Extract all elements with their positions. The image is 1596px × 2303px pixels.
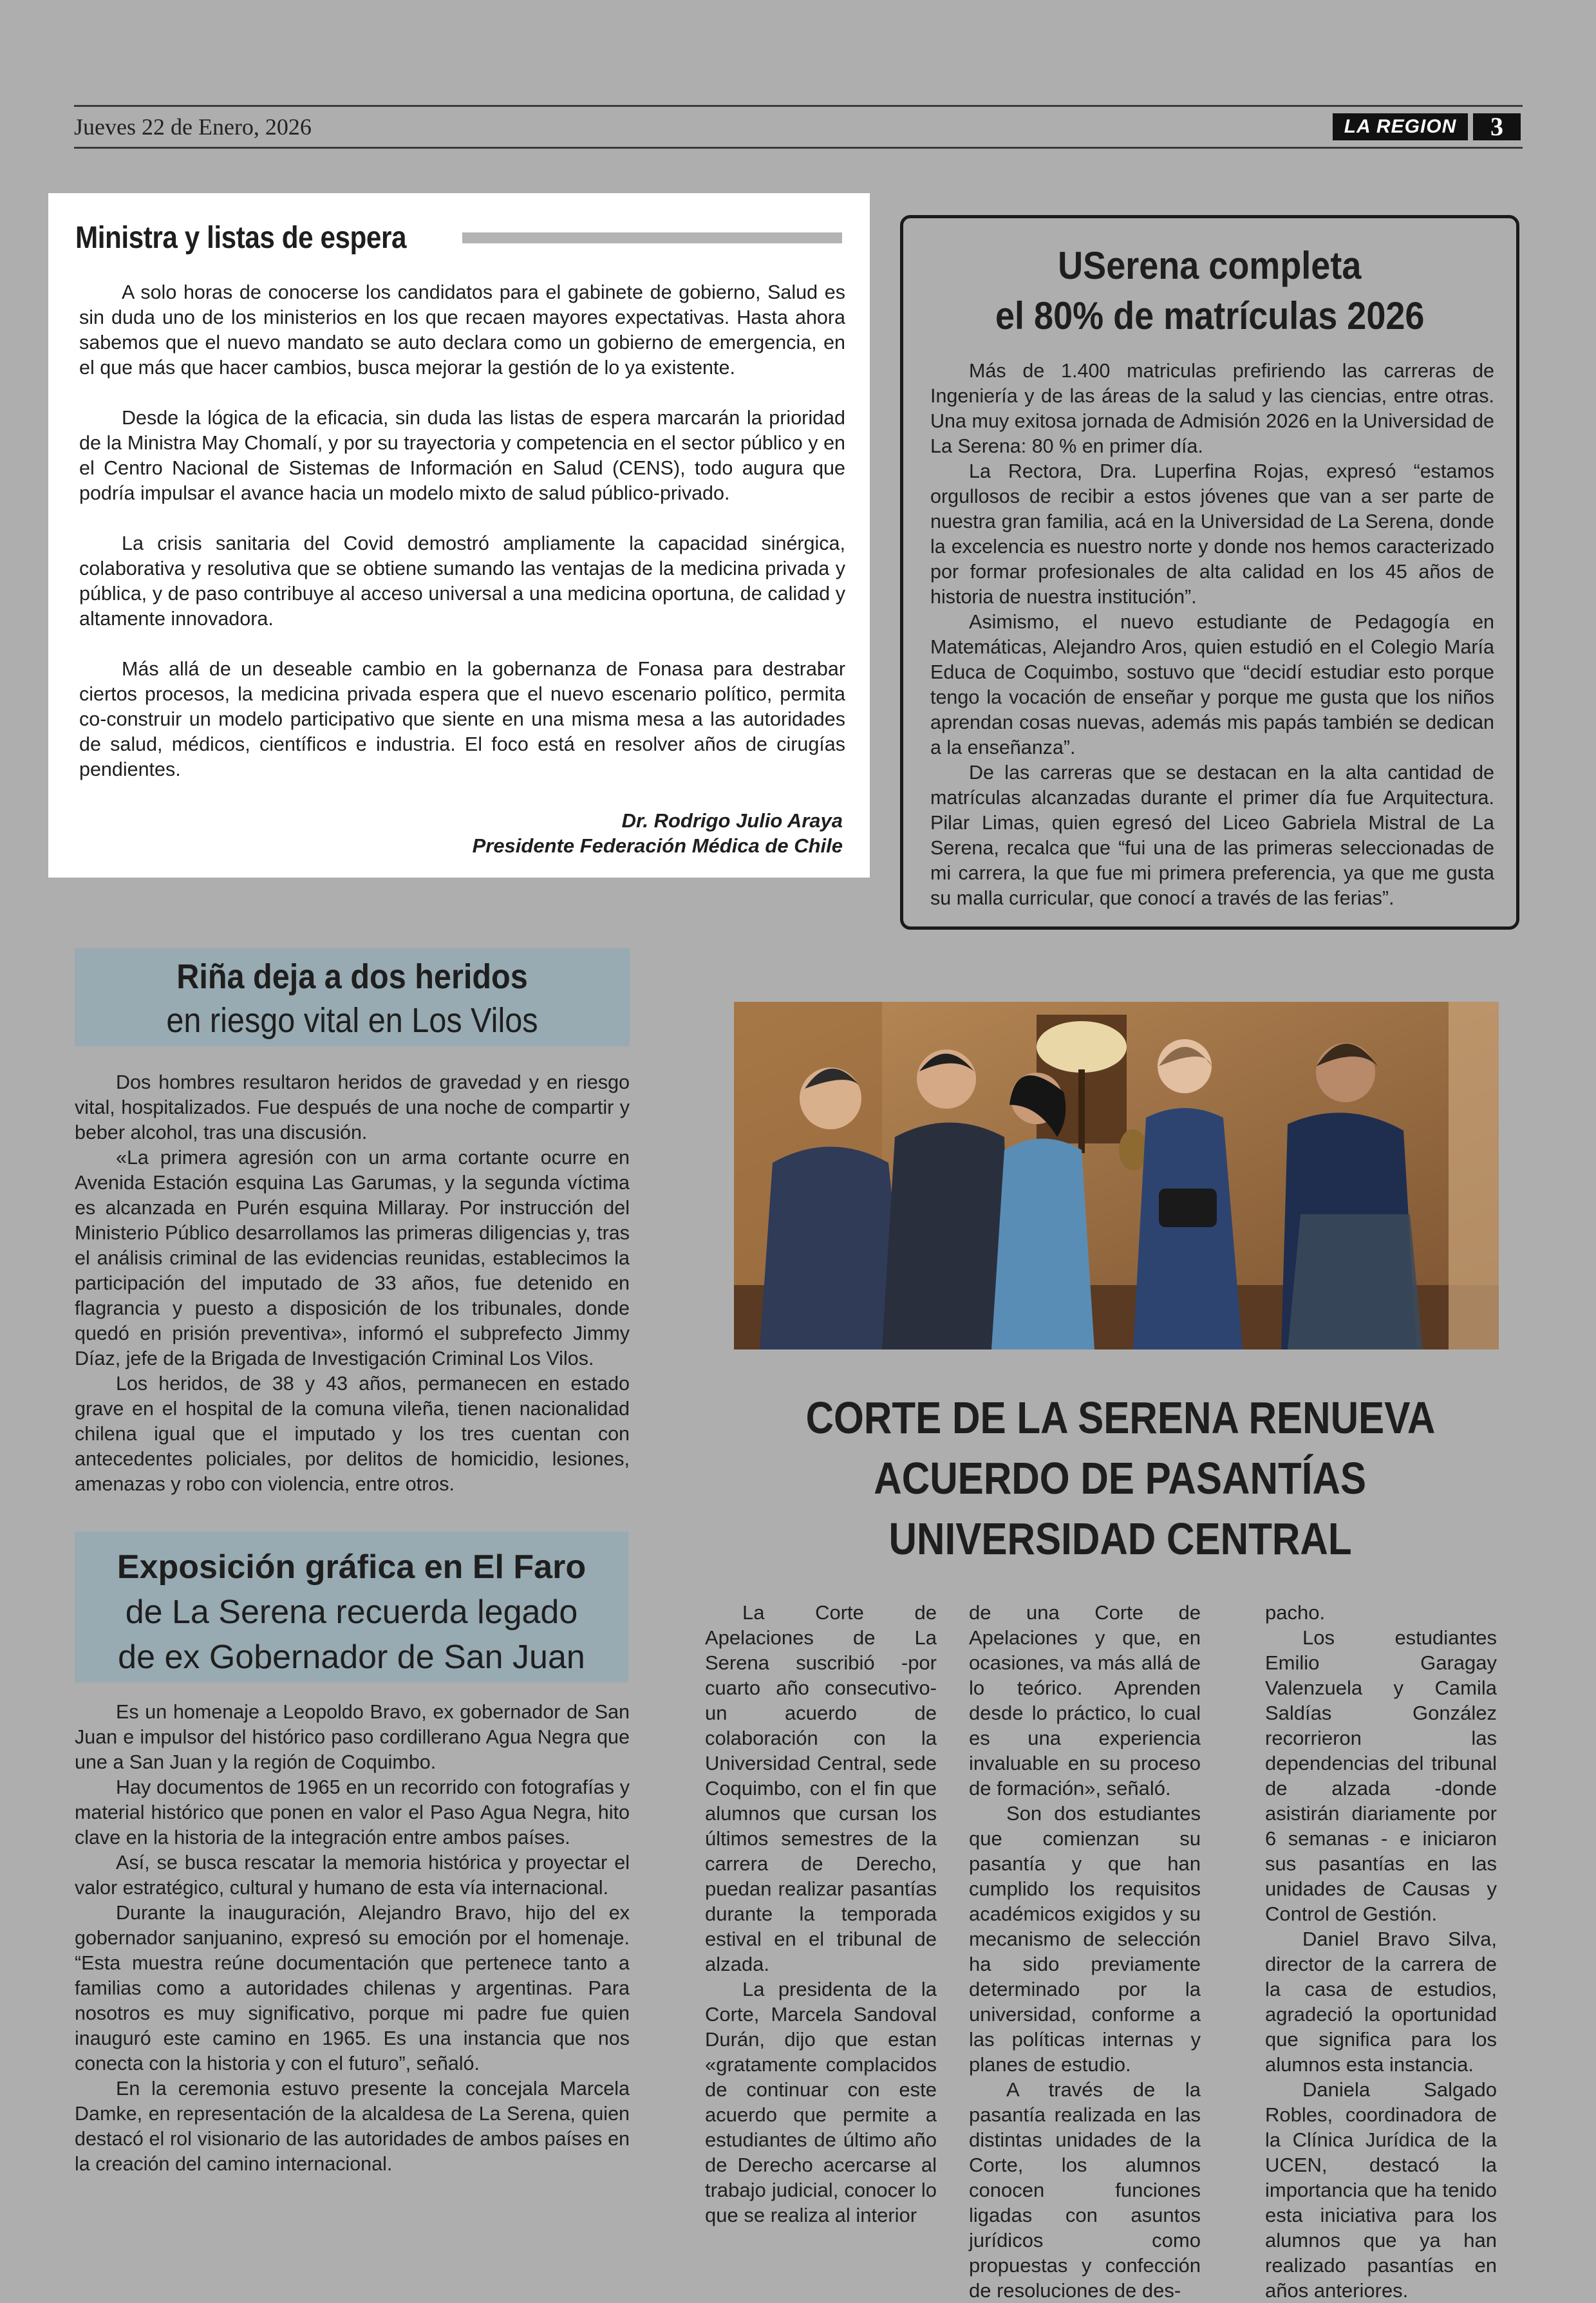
paragraph: Daniel Bravo Silva, director de la carrera de la casa de estudios, agradeció la oportunidad que significa para los alumnos esta instancia. <box>1265 1928 1497 2076</box>
headline-line: de ex Gobernador de San Juan <box>118 1639 585 1676</box>
paragraph: De las carreras que se destacan en la alta cantidad de matrículas alcanzadas durante el primer día fue Arquitectura. Pilar Limas, quien egresó del Liceo Gabriela Mistral de La Serena, recalca que “fui una de las primeras seleccionadas de mi carrera, la que fue mi primera preferencia, ya que me gusta su malla curricular, que conocí a través de las ferias”. <box>930 762 1494 909</box>
ministra-opinion-box <box>48 193 870 878</box>
paragraph: La Corte de Apelaciones de La Serena suscribió -por cuarto año consecutivo- un acuerdo de colaboración con la Universidad Central, sede Coquimbo, con el fin que alumnos que cursan los últimos semestres de la carrera de Derecho, puedan realizar pasantías durante la temporada estival en el tribunal de alzada. <box>705 1601 937 1975</box>
photo-meeting-scene <box>734 1002 1499 1349</box>
article-photo <box>734 1002 1499 1349</box>
paragraph: La crisis sanitaria del Covid demostró ampliamente la capacidad sinérgica, colaborativa y resolutiva que se obtiene sumando las ventajas de la medicina privada y pública, y de paso contribuye al acceso universal a una medicina oportuna, de calidad y altamente innovadora. <box>79 532 845 630</box>
headline-line: el 80% de matrículas 2026 <box>995 294 1425 337</box>
ministra-title: Ministra y listas de espera <box>75 221 407 255</box>
ministra-body <box>79 280 845 807</box>
userena-article-box <box>900 215 1519 930</box>
expo-headline <box>75 1532 628 1682</box>
paragraph: Daniela Salgado Robles, coordinadora de la Clínica Jurídica de la UCEN, destacó la importancia que ha tenido esta iniciativa para los alumnos que ya han realizado pasantías en años anteriores. <box>1265 2078 1497 2302</box>
headline-line: Exposición gráfica en El Faro <box>117 1548 587 1586</box>
paragraph: Dos hombres resultaron heridos de gravedad y en riesgo vital, hospitalizados. Fue después de una noche de compartir y beber alcohol, tras una discusión. <box>75 1071 630 1143</box>
userena-headline <box>903 241 1516 341</box>
paragraph: «La primera agresión con un arma cortante ocurre en Avenida Estación esquina Las Garumas, y la segunda víctima es alcanzada en Purén esquina Millaray. Por instrucción del Ministerio Público desarrollamos las primeras diligencias y, tras el análisis criminal de las evidencias reunidas, establecimos la participación del imputado de 33 años, fue detenido en flagrancia y puesto a disposición de los tribunales, donde quedó en prisión preventiva», informó el subprefecto Jimmy Díaz, jefe de la Brigada de Investigación Criminal Los Vilos. <box>75 1147 630 1369</box>
paragraph: Más allá de un deseable cambio en la gobernanza de Fonasa para destrabar ciertos procesos, la medicina privada espera que el nuevo escenario político, permita co-construir un modelo participativo que siente en una misma mesa a las autoridades de salud, médicos, científicos e industria. El foco está en resolver años de cirugías pendientes. <box>79 658 845 780</box>
expo-body <box>75 1700 630 2177</box>
corte-column-1 <box>705 1600 937 2228</box>
paragraph: de una Corte de Apelaciones y que, en ocasiones, va más allá de lo teórico. Aprenden desde lo práctico, lo cual es una experiencia invaluable en su proceso de formación», señaló. <box>969 1601 1201 1800</box>
title-bar-decoration <box>462 232 842 243</box>
paragraph: Los heridos, de 38 y 43 años, permanecen en estado grave en el hospital de la comuna vileña, tienen nacionalidad chilena igual que el imputado y los tres cuentan con antecedentes policiales, por delitos de homicidio, lesiones, amenazas y robo con violencia, entre otros. <box>75 1373 630 1495</box>
paragraph: pacho. <box>1265 1601 1326 1624</box>
userena-body <box>930 359 1494 911</box>
rina-headline <box>75 948 630 1046</box>
paragraph: La presidenta de la Corte, Marcela Sandoval Durán, dijo que estan «gratamente complacidos de continuar con este acuerdo que permite a estudiantes de último año de Derecho acercarse al trabajo judicial, conocer lo que se realiza al interior <box>705 1978 937 2226</box>
ministra-signature <box>473 808 843 858</box>
paragraph: Son dos estudiantes que comienzan su pasantía y que han cumplido los requisitos académicos exigidos y su mecanismo de selección ha sido previamente determinado por la universidad, conforme a las políticas internas y planes de estudio. <box>969 1802 1201 2076</box>
paragraph: Desde la lógica de la eficacia, sin duda las listas de espera marcarán la prioridad de la Ministra May Chomalí, y por su trayectoria y competencia en el sector público y en el Centro Nacional de Sistemas de Información en Salud (CENS), todo augura que podría impulsar el avance hacia un modelo mixto de salud público-privado. <box>79 407 845 504</box>
page-number: 3 <box>1473 113 1521 140</box>
header-rule-top <box>74 105 1523 107</box>
paragraph: La Rectora, Dra. Luperfina Rojas, expresó “estamos orgullosos de recibir a estos jóvenes que van a ser parte de nuestra gran familia, acá en la Universidad de La Serena, donde la excelencia es nuestro norte y donde nos hemos caracterizado por formar profesionales de alta calidad en los 45 años de historia de nuestra institución”. <box>930 460 1494 608</box>
author-role: Presidente Federación Médica de Chile <box>472 834 843 857</box>
paragraph: Los estudiantes Emilio Garagay Valenzuela y Camila Saldías González recorrieron las dependencias del tribunal de alzada -donde asistirán diariamente por 6 semanas - e iniciaron sus pasantías en las unidades de Causas y Control de Gestión. <box>1265 1626 1497 1925</box>
corte-column-2 <box>969 1600 1201 2303</box>
paragraph: Asimismo, el nuevo estudiante de Pedagogía en Matemáticas, Alejandro Aros, quien estudió en el Colegio María Educa de Coquimbo, sostuvo que “decidí estudiar esto porque tengo la vocación de enseñar y porque me gusta que los niños aprendan cosas nuevas, además mis papás también se dedican a la enseñanza”. <box>930 611 1494 758</box>
header-date: Jueves 22 de Enero, 2026 <box>74 114 312 140</box>
headline-line: UNIVERSIDAD CENTRAL <box>888 1514 1352 1564</box>
paragraph: A través de la pasantía realizada en las distintas unidades de la Corte, los alumnos conocen funciones ligadas con asuntos jurídicos como propuestas y confección de resoluciones de des- <box>969 2078 1201 2302</box>
author-name: Dr. Rodrigo Julio Araya <box>621 809 843 832</box>
paragraph: Durante la inauguración, Alejandro Bravo, hijo del ex gobernador sanjuanino, expresó su emoción por el homenaje. “Esta muestra reúne documentación que pertenece tanto a familias como a autoridades chilenas y argentinas. Para nosotros es muy significativo, porque mi padre fue quien inauguró este camino en 1965. Es una instancia que nos conecta con la historia y con el futuro”, señaló. <box>75 1902 630 2074</box>
headline-line: en riesgo vital en Los Vilos <box>166 1001 538 1040</box>
headline-line: USerena completa <box>1058 244 1362 287</box>
paragraph: Así, se busca rescatar la memoria histórica y proyectar el valor estratégico, cultural y humano de esta vía internacional. <box>75 1852 630 1899</box>
headline-line: Riña deja a dos heridos <box>176 957 528 996</box>
rina-body <box>75 1070 630 1497</box>
paragraph: Más de 1.400 matriculas prefiriendo las carreras de Ingeniería y de las áreas de la salud y las ciencias, entre otras. Una muy exitosa jornada de Admisión 2026 en la Universidad de La Serena: 80 % en primer día. <box>930 360 1494 457</box>
corte-column-3 <box>1265 1600 1497 2303</box>
paragraph: En la ceremonia estuvo presente la concejala Marcela Damke, en representación de la alcaldesa de La Serena, quien destacó el rol visionario de las autoridades de ambos países en la creación del camino internacional. <box>75 2078 630 2175</box>
header-rule-bottom <box>74 147 1523 149</box>
headline-line: de La Serena recuerda legado <box>125 1593 578 1631</box>
newspaper-brand: LA REGION <box>1333 113 1468 140</box>
paragraph: Hay documentos de 1965 en un recorrido con fotografías y material histórico que ponen en valor el Paso Agua Negra, hito clave en la historia de la integración entre ambos países. <box>75 1776 630 1848</box>
headline-line: ACUERDO DE PASANTÍAS <box>874 1453 1367 1503</box>
headline-line: CORTE DE LA SERENA RENUEVA <box>805 1393 1435 1443</box>
paragraph: A solo horas de conocerse los candidatos para el gabinete de gobierno, Salud es sin duda uno de los ministerios en los que recaen mayores expectativas. Hasta ahora sabemos que el nuevo mandato se auto declara como un gobierno de emergencia, en el que más que hacer cambios, busca mejorar la gestión de lo ya existente. <box>79 281 845 379</box>
paragraph: Es un homenaje a Leopoldo Bravo, ex gobernador de San Juan e impulsor del histórico paso cordillerano Agua Negra que une a San Juan y la región de Coquimbo. <box>75 1701 630 1773</box>
corte-headline <box>721 1387 1519 1569</box>
